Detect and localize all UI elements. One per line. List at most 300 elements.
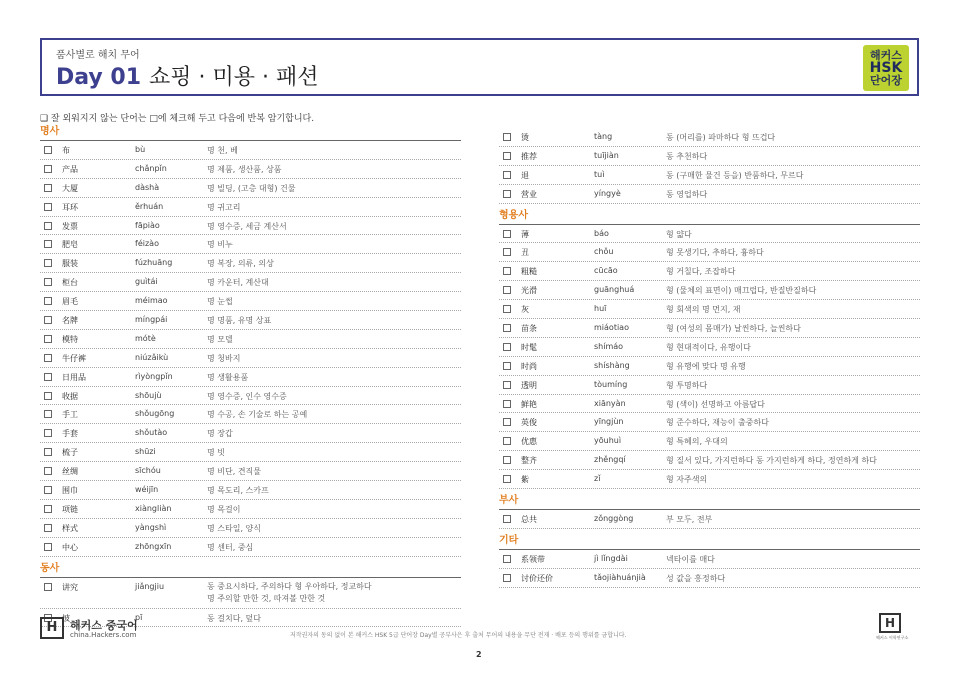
- review-checkbox[interactable]: [503, 515, 511, 523]
- review-checkbox[interactable]: [503, 324, 511, 332]
- word-hanzi: 手工: [62, 410, 78, 420]
- definition-line: 명 복장, 의류, 의상: [207, 259, 274, 269]
- word-pinyin: yíngyè: [594, 188, 621, 198]
- vocab-row: [40, 292, 461, 311]
- section-heading-adjective: 형용사: [499, 208, 920, 225]
- review-checkbox[interactable]: [503, 267, 511, 275]
- definition-line: 부 모두, 전부: [666, 515, 713, 525]
- vocab-row: [40, 405, 461, 424]
- word-pinyin: chǒu: [594, 247, 614, 257]
- definition-line: 형 못생기다, 추하다, 흉하다: [666, 248, 764, 258]
- word-definition: [207, 391, 287, 402]
- review-checkbox[interactable]: [44, 278, 52, 286]
- word-definition: [666, 573, 725, 584]
- review-checkbox[interactable]: [44, 297, 52, 305]
- definition-line: 명 천, 베: [207, 146, 238, 155]
- review-checkbox[interactable]: [503, 171, 511, 179]
- word-definition: [207, 221, 287, 232]
- word-hanzi: 推荐: [521, 151, 537, 161]
- definition-line: 형 유행에 맞다 명 유행: [666, 361, 746, 371]
- right-column: [499, 128, 920, 588]
- review-checkbox[interactable]: [503, 343, 511, 351]
- word-definition: [666, 436, 728, 447]
- page-number: 2: [476, 650, 482, 659]
- vocab-row: [499, 569, 920, 588]
- definition-line: 명 목도리, 스카프: [207, 486, 269, 496]
- definition-line: 동 중요시하다, 주의하다 형 우아하다, 정교하다: [207, 581, 372, 591]
- vocab-row: [40, 273, 461, 292]
- word-hanzi: 名牌: [62, 316, 78, 326]
- word-hanzi: 发票: [62, 221, 78, 231]
- word-definition: [666, 514, 712, 525]
- vocab-row: [40, 424, 461, 443]
- review-checkbox[interactable]: [44, 222, 52, 230]
- vocab-row: [40, 500, 461, 519]
- word-pinyin: sīchóu: [135, 466, 161, 476]
- review-checkbox[interactable]: [503, 400, 511, 408]
- definition-line: 형 자주색의: [666, 475, 708, 485]
- review-checkbox[interactable]: [503, 362, 511, 370]
- word-hanzi: 系领带: [521, 554, 545, 564]
- review-checkbox[interactable]: [503, 555, 511, 563]
- logo-line-1: 해커스: [870, 49, 902, 62]
- definition-line: 명 센터, 중심: [207, 542, 254, 552]
- definition-line: 명 영수증, 세금 계산서: [207, 221, 287, 231]
- review-checkbox[interactable]: [503, 286, 511, 294]
- definition-line: 형 (색이) 선명하고 아름답다: [666, 399, 765, 409]
- day-topic: 쇼핑 · 미용 · 패션: [149, 65, 319, 90]
- word-definition: [666, 304, 741, 315]
- page-title: [56, 60, 319, 91]
- definition-line: 형 질서 있다, 가지런하다 동 가지런하게 하다, 정연하게 하다: [666, 456, 877, 466]
- review-checkbox[interactable]: [44, 524, 52, 532]
- word-definition: [207, 353, 240, 364]
- word-hanzi: 收据: [62, 391, 78, 401]
- word-definition: [666, 189, 707, 200]
- vocab-row: [499, 510, 920, 529]
- word-pinyin: míngpái: [135, 315, 168, 325]
- vocab-row: [40, 235, 461, 254]
- word-definition: [666, 474, 707, 485]
- word-hanzi: 围巾: [62, 486, 78, 496]
- review-checkbox[interactable]: [44, 316, 52, 324]
- vocab-row: [40, 330, 461, 349]
- logo-line-2: HSK: [869, 60, 903, 76]
- word-pinyin: zǒnggòng: [594, 514, 634, 524]
- word-hanzi: 透明: [521, 380, 537, 390]
- word-pinyin: bù: [135, 145, 146, 154]
- word-pinyin: shímáo: [594, 341, 624, 351]
- review-checkbox[interactable]: [44, 583, 52, 591]
- word-definition: [207, 277, 269, 288]
- word-pinyin: yīngjùn: [594, 417, 624, 427]
- word-pinyin: báo: [594, 228, 609, 238]
- vocab-row: [499, 262, 920, 281]
- left-column: [40, 124, 461, 627]
- word-pinyin: jì lǐngdài: [594, 553, 628, 563]
- other-list: [499, 550, 920, 588]
- vocab-row: [40, 481, 461, 500]
- word-definition: [207, 485, 269, 496]
- word-pinyin: guìtái: [135, 277, 158, 287]
- review-checkbox[interactable]: [44, 429, 52, 437]
- definition-line: 형 준수하다, 재능이 출중하다: [666, 418, 769, 428]
- definition-line: 명 스타일, 양식: [207, 523, 261, 533]
- word-definition: [666, 361, 746, 372]
- word-definition: [207, 258, 274, 269]
- word-definition: [207, 202, 240, 213]
- definition-line-2: 명 주의할 만한 것, 따져볼 만한 것: [207, 593, 326, 603]
- word-hanzi: 优惠: [521, 437, 537, 447]
- word-hanzi: 手套: [62, 429, 78, 439]
- word-pinyin: dàshà: [135, 182, 160, 192]
- word-definition: [666, 229, 692, 240]
- definition-line: 명 빌딩, (고층 대형) 건물: [207, 183, 296, 193]
- word-hanzi: 牛仔裤: [62, 353, 86, 363]
- institute-caption: 해커스 어학연구소: [876, 635, 909, 640]
- definition-line: 명 영수증, 인수 영수증: [207, 391, 287, 401]
- review-checkbox[interactable]: [503, 418, 511, 426]
- vocab-row: [40, 141, 461, 160]
- definition-line: 명 생활용품: [207, 372, 249, 382]
- hsk-wordbook-logo: [863, 45, 909, 91]
- word-pinyin: shūzi: [135, 447, 156, 457]
- word-definition: [207, 145, 238, 156]
- word-definition: [207, 581, 372, 605]
- vocab-row: [499, 395, 920, 414]
- word-definition: [666, 380, 707, 391]
- review-checkbox[interactable]: [44, 240, 52, 248]
- word-hanzi: 光滑: [521, 286, 537, 296]
- definition-line: 명 모델: [207, 334, 233, 344]
- review-checkbox[interactable]: [503, 190, 511, 198]
- definition-line: 형 거칠다, 조잡하다: [666, 267, 736, 277]
- definition-line: 명 비누: [207, 240, 233, 250]
- vocab-row: [499, 413, 920, 432]
- word-pinyin: guānghuá: [594, 285, 635, 295]
- review-checkbox[interactable]: [44, 184, 52, 192]
- vocab-row: [40, 538, 461, 557]
- word-hanzi: 退: [521, 170, 529, 180]
- word-definition: [666, 455, 877, 466]
- word-definition: [666, 151, 707, 162]
- section-heading-noun: 명사: [40, 124, 461, 141]
- word-pinyin: yàngshì: [135, 522, 167, 532]
- word-definition: [207, 504, 240, 515]
- word-hanzi: 产品: [62, 164, 78, 174]
- noun-list: [40, 141, 461, 557]
- definition-line: 형 회색의 명 먼지, 재: [666, 305, 741, 315]
- definition-line: 명 청바지: [207, 353, 241, 363]
- vocab-row: [40, 349, 461, 368]
- definition-line: 동 (머리를) 파마하다 형 뜨겁다: [666, 133, 776, 142]
- word-pinyin: wéijīn: [135, 485, 159, 495]
- word-hanzi: 灰: [521, 305, 529, 315]
- vocab-row: [499, 357, 920, 376]
- brand-url[interactable]: china.Hackers.com: [70, 631, 137, 639]
- word-hanzi: 大厦: [62, 183, 78, 193]
- word-pinyin: rìyòngpǐn: [135, 371, 173, 381]
- section-heading-verb: 동사: [40, 561, 461, 578]
- word-pinyin: ěrhuán: [135, 201, 164, 211]
- definition-line: 형 (물체의 표면이) 매끄럽다, 반질반질하다: [666, 286, 817, 296]
- review-checkbox[interactable]: [503, 437, 511, 445]
- word-hanzi: 营业: [521, 189, 537, 199]
- word-hanzi: 英俊: [521, 418, 537, 428]
- vocab-row: [40, 368, 461, 387]
- definition-line: 형 (여성의 몸매가) 날씬하다, 늘씬하다: [666, 324, 801, 334]
- review-checkbox[interactable]: [44, 259, 52, 267]
- word-definition: [666, 132, 775, 143]
- word-hanzi: 日用品: [62, 372, 86, 382]
- definition-line: 넥타이를 매다: [666, 554, 715, 564]
- page-header: [40, 38, 919, 96]
- logo-line-3: 단어장: [870, 74, 902, 87]
- day-label: Day 01: [56, 65, 142, 90]
- word-hanzi: 丑: [521, 248, 529, 258]
- word-definition: [666, 399, 765, 410]
- vocab-row: [499, 550, 920, 569]
- word-pinyin: shōujù: [135, 390, 162, 400]
- word-definition: [666, 285, 816, 296]
- word-hanzi: 眉毛: [62, 297, 78, 307]
- word-hanzi: 服装: [62, 259, 78, 269]
- review-checkbox[interactable]: [503, 133, 511, 141]
- word-hanzi: 披: [62, 613, 70, 623]
- word-pinyin: miáotiao: [594, 323, 629, 333]
- vocab-row: [499, 166, 920, 185]
- vocab-row: [40, 578, 461, 609]
- word-pinyin: mótè: [135, 333, 156, 343]
- review-checkbox[interactable]: [503, 305, 511, 313]
- word-pinyin: jiǎngjiu: [135, 581, 165, 591]
- review-checkbox[interactable]: [503, 574, 511, 582]
- vocab-row: [499, 147, 920, 166]
- review-checkbox[interactable]: [503, 381, 511, 389]
- definition-line: 명 카운터, 계산대: [207, 278, 269, 288]
- word-hanzi: 紫: [521, 475, 529, 485]
- review-checkbox[interactable]: [44, 146, 52, 154]
- vocab-row: [499, 281, 920, 300]
- verb-continued-list: [499, 128, 920, 204]
- vocab-row: [40, 462, 461, 481]
- word-hanzi: 梳子: [62, 448, 78, 458]
- word-pinyin: fāpiào: [135, 220, 160, 230]
- section-heading-other: 기타: [499, 533, 920, 550]
- word-definition: [666, 417, 769, 428]
- word-pinyin: tòumíng: [594, 379, 628, 389]
- vocab-row: [499, 300, 920, 319]
- definition-line: 명 장갑: [207, 429, 233, 439]
- definition-line: 동 걸치다, 덮다: [207, 613, 261, 623]
- section-heading-adverb: 부사: [499, 493, 920, 510]
- vocab-row: [40, 519, 461, 538]
- review-checkbox[interactable]: [44, 543, 52, 551]
- word-pinyin: fúzhuāng: [135, 258, 173, 268]
- vocab-row: [499, 225, 920, 244]
- word-hanzi: 粗糙: [521, 267, 537, 277]
- word-pinyin: méimao: [135, 296, 168, 306]
- footer-brand: [40, 617, 138, 639]
- definition-line: 형 현대적이다, 유행이다: [666, 342, 751, 352]
- word-hanzi: 丝绸: [62, 467, 78, 477]
- word-definition: [666, 554, 715, 565]
- word-definition: [207, 409, 307, 420]
- word-pinyin: tǎojiàhuánjià: [594, 572, 646, 582]
- definition-line: 형 투명하다: [666, 380, 708, 390]
- word-hanzi: 中心: [62, 542, 78, 552]
- vocab-row: [499, 338, 920, 357]
- review-checkbox[interactable]: [44, 505, 52, 513]
- definition-line: 형 얇다: [666, 229, 692, 239]
- word-hanzi: 样式: [62, 523, 78, 533]
- word-definition: [207, 428, 233, 439]
- review-checkbox[interactable]: [503, 230, 511, 238]
- vocab-row: [40, 443, 461, 462]
- word-definition: [207, 296, 233, 307]
- review-checkbox[interactable]: [44, 335, 52, 343]
- definition-line: 동 (구매한 물건 등을) 반품하다, 무르다: [666, 170, 804, 180]
- hackers-institute-logo-icon: H: [879, 613, 901, 633]
- adverb-list: [499, 510, 920, 529]
- word-definition: [207, 315, 271, 326]
- definition-line: 동 추천하다: [666, 151, 708, 161]
- word-definition: [207, 542, 253, 553]
- review-checkbox[interactable]: [44, 410, 52, 418]
- word-hanzi: 整齐: [521, 456, 537, 466]
- footer-brand-right: [876, 612, 909, 641]
- vocab-row: [499, 243, 920, 262]
- review-checkbox[interactable]: [44, 373, 52, 381]
- word-definition: [666, 247, 764, 258]
- word-pinyin: tuì: [594, 169, 605, 179]
- word-pinyin: huī: [594, 304, 607, 314]
- vocab-row: [499, 319, 920, 338]
- definition-line: 명 제품, 생산품, 상품: [207, 164, 282, 174]
- definition-line: 성 값을 흥정하다: [666, 573, 726, 583]
- word-pinyin: yōuhuì: [594, 436, 622, 446]
- word-definition: [207, 447, 225, 458]
- word-hanzi: 苗条: [521, 324, 537, 334]
- word-hanzi: 项链: [62, 504, 78, 514]
- word-pinyin: zhōngxīn: [135, 541, 172, 551]
- vocab-row: [40, 387, 461, 406]
- vocab-row: [499, 470, 920, 489]
- review-checkbox[interactable]: [503, 248, 511, 256]
- word-definition: [207, 466, 261, 477]
- word-definition: [666, 266, 735, 277]
- vocab-row: [40, 179, 461, 198]
- word-pinyin: chǎnpǐn: [135, 163, 167, 173]
- copyright-notice: 저작권자의 동의 없이 본 해커스 HSK 5급 단어장 Day별 공부사은 후 출처 무어의 내용을 무단 전재 · 배포 등의 행위를 금합니다.: [290, 632, 627, 639]
- definition-line: 명 귀고리: [207, 202, 241, 212]
- word-pinyin: zhěngqí: [594, 455, 626, 465]
- word-definition: [207, 523, 261, 534]
- word-pinyin: féizào: [135, 239, 159, 249]
- word-pinyin: xiàngliàn: [135, 503, 172, 513]
- word-pinyin: zǐ: [594, 474, 601, 484]
- review-checkbox[interactable]: [503, 456, 511, 464]
- word-hanzi: 时髦: [521, 342, 537, 352]
- definition-line: 명 수공, 손 기술로 하는 공예: [207, 410, 308, 420]
- word-hanzi: 耳环: [62, 202, 78, 212]
- vocab-row: [40, 160, 461, 179]
- word-hanzi: 鲜艳: [521, 399, 537, 409]
- header-subtitle: 품사별로 해치 무어: [56, 50, 140, 61]
- word-definition: [207, 613, 261, 624]
- definition-line: 명 비단, 견직물: [207, 467, 261, 477]
- word-pinyin: niúzǎikù: [135, 352, 169, 362]
- vocab-row: [499, 185, 920, 204]
- word-definition: [207, 334, 233, 345]
- word-hanzi: 模特: [62, 334, 78, 344]
- word-hanzi: 布: [62, 146, 70, 155]
- review-checkbox[interactable]: [44, 354, 52, 362]
- definition-line: 명 목걸이: [207, 504, 241, 514]
- definition-line: 형 특혜의, 우대의: [666, 437, 728, 447]
- adjective-list: [499, 225, 920, 489]
- definition-line: 명 빗: [207, 448, 225, 458]
- word-pinyin: pī: [135, 612, 143, 622]
- vocab-row: [499, 432, 920, 451]
- word-hanzi: 薄: [521, 229, 529, 239]
- review-checkbox[interactable]: [44, 467, 52, 475]
- word-pinyin: shǒutào: [135, 428, 168, 438]
- review-checkbox[interactable]: [503, 152, 511, 160]
- word-definition: [207, 164, 282, 175]
- word-hanzi: 烫: [521, 133, 529, 142]
- hackers-logo-icon: H: [40, 617, 64, 639]
- word-definition: [666, 170, 803, 181]
- word-pinyin: tàng: [594, 132, 613, 141]
- review-checkbox[interactable]: [44, 203, 52, 211]
- vocab-row: [40, 254, 461, 273]
- instruction-text: ❑ 잘 외워지지 않는 단어는 □에 체크해 두고 다음에 반복 암기합니다.: [40, 114, 315, 124]
- word-pinyin: tuījiàn: [594, 150, 619, 160]
- review-checkbox[interactable]: [44, 392, 52, 400]
- word-pinyin: xiānyàn: [594, 398, 626, 408]
- word-pinyin: shíshàng: [594, 360, 630, 370]
- definition-line: 동 영업하다: [666, 189, 708, 199]
- vocab-row: [40, 217, 461, 236]
- word-hanzi: 总共: [521, 515, 537, 525]
- word-hanzi: 讲究: [62, 582, 78, 592]
- review-checkbox[interactable]: [44, 486, 52, 494]
- definition-line: 명 눈썹: [207, 297, 233, 307]
- word-hanzi: 肥皂: [62, 240, 78, 250]
- vocab-row: [40, 198, 461, 217]
- word-hanzi: 讨价还价: [521, 573, 553, 583]
- vocab-row: [499, 376, 920, 395]
- vocab-row: [499, 128, 920, 147]
- word-definition: [666, 323, 801, 334]
- vocab-row: [40, 311, 461, 330]
- word-definition: [207, 372, 248, 383]
- definition-line: 명 명품, 유명 상표: [207, 316, 272, 326]
- word-pinyin: cūcāo: [594, 266, 618, 276]
- brand-name: 해커스 중국어: [70, 619, 138, 632]
- review-checkbox[interactable]: [44, 448, 52, 456]
- word-definition: [207, 183, 296, 194]
- word-hanzi: 时尚: [521, 361, 537, 371]
- word-pinyin: shǒugōng: [135, 409, 175, 419]
- vocab-row: [499, 451, 920, 470]
- word-definition: [666, 342, 751, 353]
- word-definition: [207, 239, 233, 250]
- review-checkbox[interactable]: [503, 475, 511, 483]
- review-checkbox[interactable]: [44, 165, 52, 173]
- word-hanzi: 柜台: [62, 278, 78, 288]
